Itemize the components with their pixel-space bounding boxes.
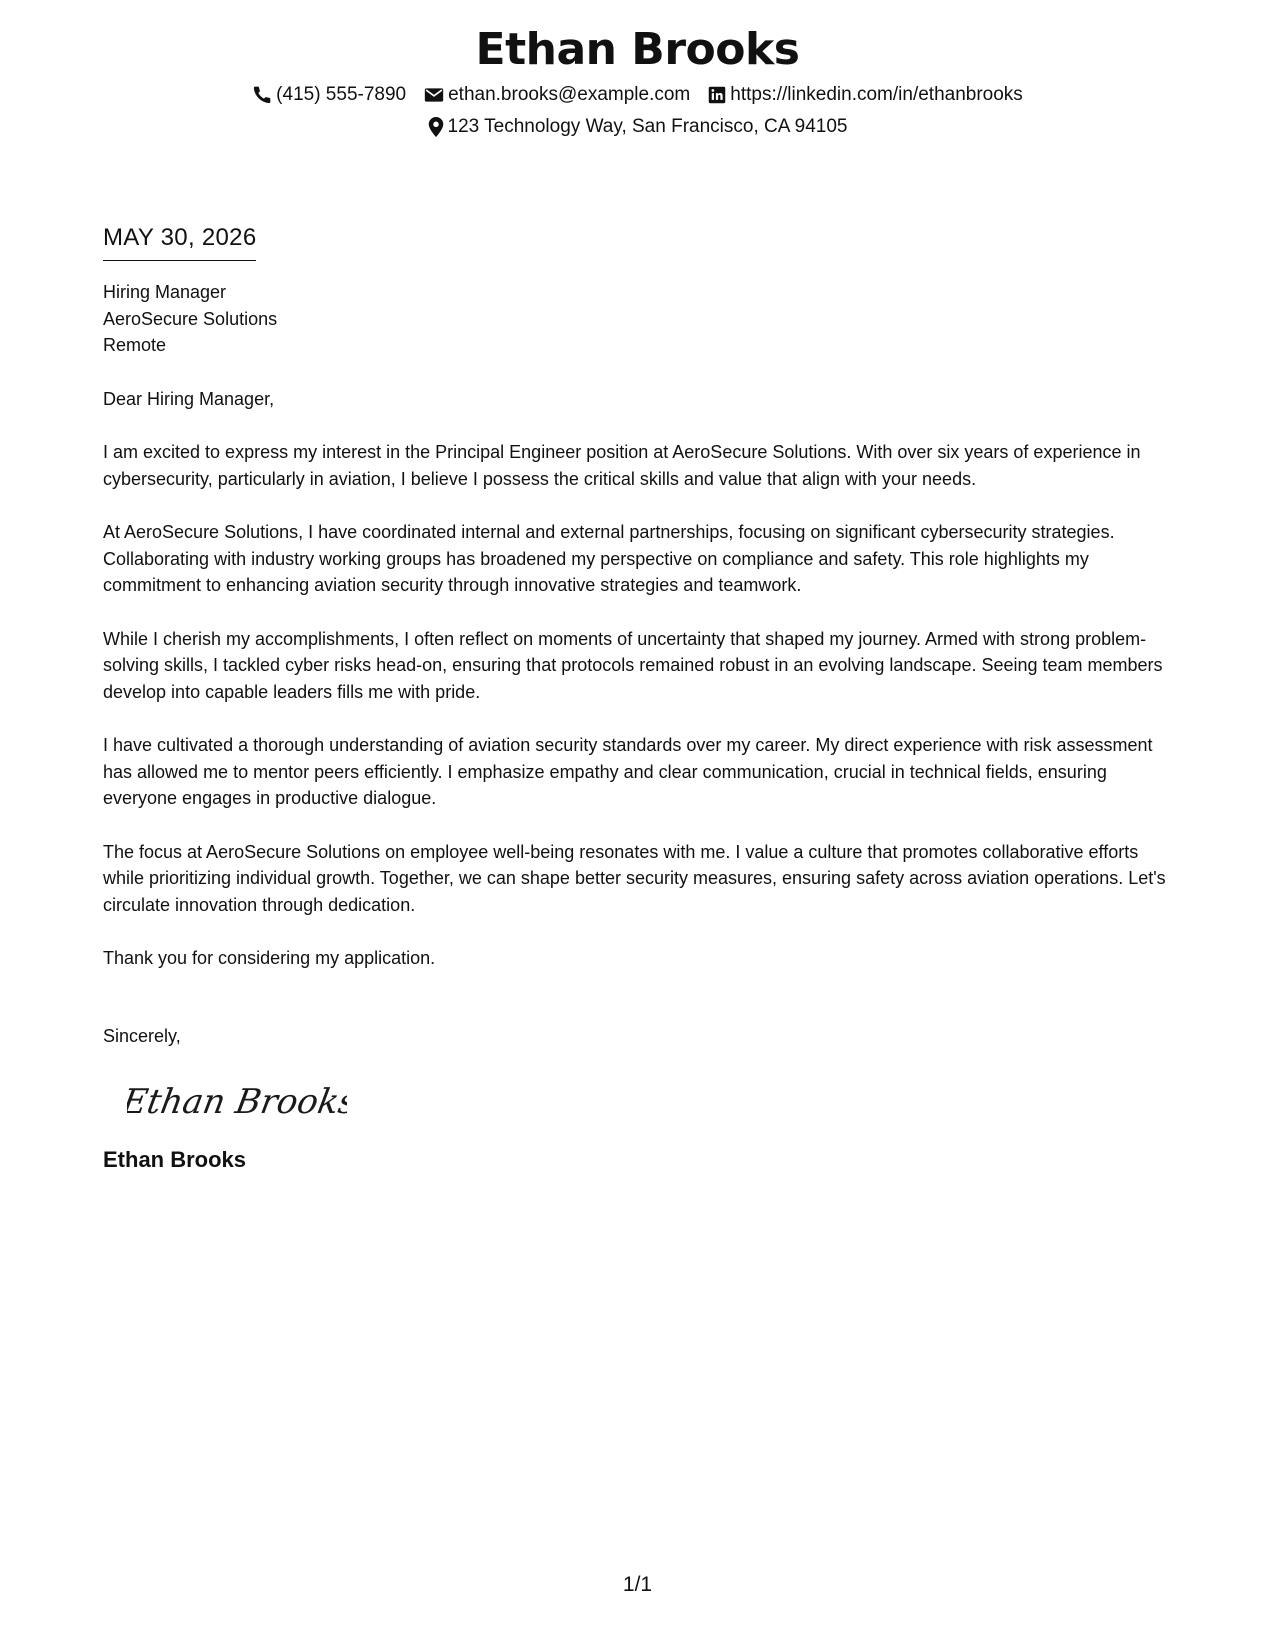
letter-body [103,222,1178,1175]
body-paragraph-5: The focus at AeroSecure Solutions on employee well-being resonates with me. I value a culture that promotes collaborative efforts while prioritizing individual growth. Together, we can shape better security measures, ensuring safety across aviation operations. Let's circulate innovation through dedication. [103,841,1166,915]
recipient-location: Remote [103,335,167,355]
email-contact[interactable] [424,80,690,110]
envelope-icon [424,86,444,104]
linkedin-contact[interactable] [708,80,1023,110]
address-row [0,112,1275,142]
letter-header [0,22,1275,142]
body-paragraph-3: While I cherish my accomplishments, I often reflect on moments of uncertainty that shaped my journey. Armed with strong problem-solving skills, I tackled cyber risks head-on, ensuring that protocols remained robust in an evolving landscape. Seeing team members develop into capable leaders fills me with pride. [103,628,1163,702]
handwritten-signature [127,1077,347,1127]
body-paragraph-1: I am excited to express my interest in the Principal Engineer position at AeroSecure Solutions. With over six years of experience in cybersecurity, particularly in aviation, I believe I possess the critical skills and value that align with your needs. [103,442,1141,489]
recipient-title: Hiring Manager [103,282,227,302]
address-text: 123 Technology Way, San Francisco, CA 94105 [447,116,848,137]
signer-name: Ethan Brooks [103,1147,247,1172]
recipient-block [103,279,1178,359]
sign-off: Sincerely, [103,1025,181,1046]
linkedin-icon [708,86,726,104]
map-pin-icon [428,117,444,137]
recipient-company: AeroSecure Solutions [103,308,278,329]
body-paragraph-4: I have cultivated a thorough understanding of aviation security standards over my career. My direct experience with risk assessment has allowed me to mentor peers efficiently. I emphasize empathy and clear communication, crucial in technical fields, ensuring everyone engages in productive dialogue. [103,735,1153,808]
address-contact [428,112,848,142]
body-paragraph-2: At AeroSecure Solutions, I have coordinated internal and external partnerships, focusing on significant cybersecurity strategies. Collaborating with industry working groups has broadened my perspective on compliance and safety. This role highlights my commitment to enhancing aviation security through innovative strategies and teamwork. [103,522,1115,595]
linkedin-link[interactable]: https://linkedin.com/in/ethanbrooks [730,84,1023,105]
svg-text:Ethan Brooks: Ethan Brooks [127,1082,347,1122]
contact-row [0,80,1275,110]
page-number: 1/1 [622,1573,653,1596]
closing-thanks: Thank you for considering my application. [103,948,436,968]
email-link[interactable]: ethan.brooks@example.com [448,84,691,105]
applicant-name: Ethan Brooks [475,24,800,75]
letter-date: MAY 30, 2026 [103,222,256,261]
phone-text: (415) 555-7890 [276,84,407,105]
salutation: Dear Hiring Manager, [103,388,275,409]
phone-icon [252,85,272,105]
phone-contact [252,80,406,110]
